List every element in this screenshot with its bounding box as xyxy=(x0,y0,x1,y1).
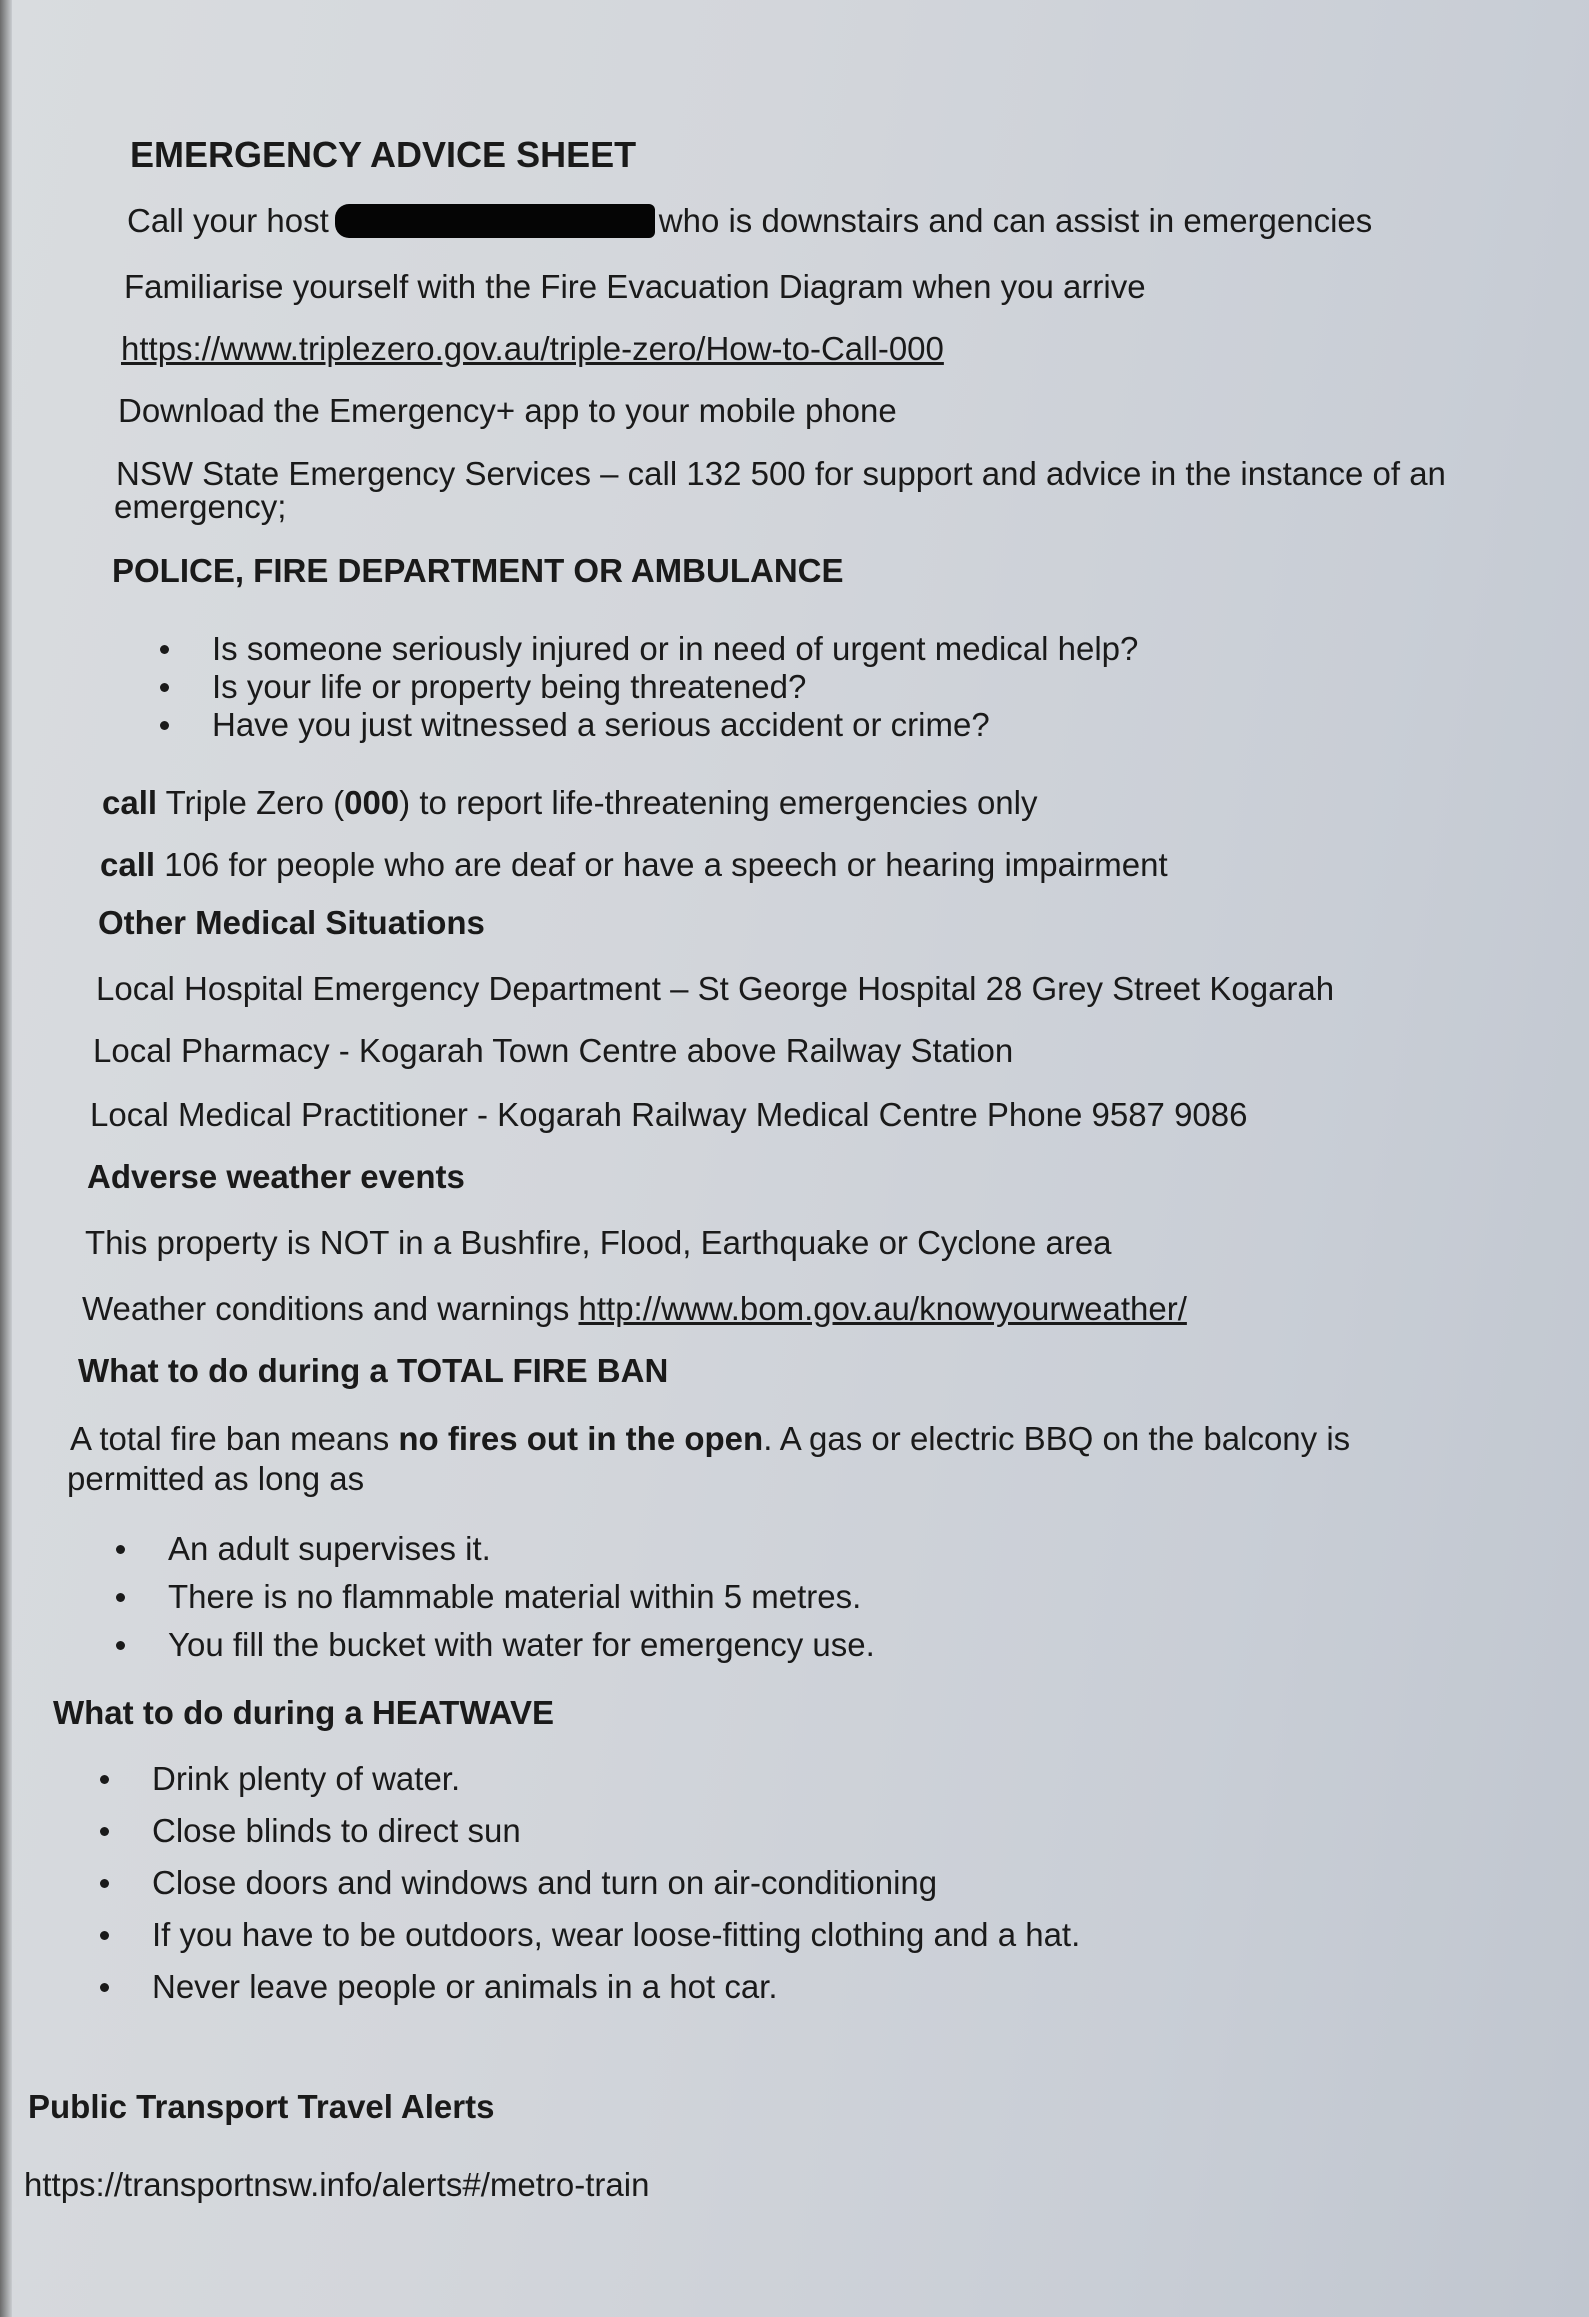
call-000-rest: ) to report life-threatening emergencies only xyxy=(399,784,1038,821)
list-item: Close doors and windows and turn on air-conditioning xyxy=(100,1864,1080,1902)
ses-line-2: emergency; xyxy=(114,488,287,525)
list-item: Drink plenty of water. xyxy=(100,1760,1080,1798)
list-item: Is your life or property being threatened? xyxy=(160,668,1138,706)
transport-heading: Public Transport Travel Alerts xyxy=(28,2088,495,2125)
sheet-title: EMERGENCY ADVICE SHEET xyxy=(130,134,637,175)
medical-heading: Other Medical Situations xyxy=(98,904,485,941)
host-line-before: Call your host xyxy=(127,202,329,239)
fireban-bullet-list xyxy=(116,1530,875,1664)
fireban-text-line-2: permitted as long as xyxy=(67,1460,365,1497)
ses-line-1: NSW State Emergency Services – call 132 500 for support and advice in the instance of an xyxy=(116,455,1446,492)
app-line: Download the Emergency+ app to your mobile phone xyxy=(118,392,897,429)
triplezero-link[interactable]: https://www.triplezero.gov.au/triple-zero/How-to-Call-000 xyxy=(121,330,944,367)
property-line: This property is NOT in a Bushfire, Flood, Earthquake or Cyclone area xyxy=(85,1224,1112,1261)
pharmacy-line: Local Pharmacy - Kogarah Town Centre above Railway Station xyxy=(93,1032,1014,1069)
list-item: Is someone seriously injured or in need of urgent medical help? xyxy=(160,630,1138,668)
list-item: You fill the bucket with water for emergency use. xyxy=(116,1626,875,1664)
call-000-mid: Triple Zero ( xyxy=(157,784,345,821)
heatwave-heading: What to do during a HEATWAVE xyxy=(53,1694,555,1731)
list-item: An adult supervises it. xyxy=(116,1530,875,1568)
practitioner-line: Local Medical Practitioner - Kogarah Railway Medical Centre Phone 9587 9086 xyxy=(90,1096,1248,1133)
list-item: Close blinds to direct sun xyxy=(100,1812,1080,1850)
call-word: call xyxy=(100,846,156,883)
redacted-name xyxy=(335,204,655,238)
bom-weather-link[interactable]: http://www.bom.gov.au/knowyourweather/ xyxy=(578,1290,1187,1327)
evacuation-line: Familiarise yourself with the Fire Evacuation Diagram when you arrive xyxy=(124,268,1146,305)
call-word: call xyxy=(102,784,158,821)
list-item: Have you just witnessed a serious accident or crime? xyxy=(160,706,1138,744)
weather-line xyxy=(82,1290,1187,1328)
heatwave-bullet-list xyxy=(100,1760,1080,2006)
paper-edge-shadow xyxy=(0,0,12,2317)
host-line-after: who is downstairs and can assist in emergencies xyxy=(658,202,1373,239)
police-bullet-list xyxy=(160,630,1138,744)
host-line xyxy=(127,202,1372,240)
weather-line-text: Weather conditions and warnings xyxy=(82,1290,579,1327)
fireban-text-emphasis: no fires out in the open xyxy=(398,1420,764,1457)
police-heading: POLICE, FIRE DEPARTMENT OR AMBULANCE xyxy=(112,552,844,589)
weather-heading: Adverse weather events xyxy=(87,1158,465,1195)
fireban-text-a: A total fire ban means xyxy=(70,1420,399,1457)
fireban-heading: What to do during a TOTAL FIRE BAN xyxy=(78,1352,669,1389)
fireban-text-c: . A gas or electric BBQ on the balcony is xyxy=(763,1420,1351,1457)
call-106-rest: 106 for people who are deaf or have a speech or hearing impairment xyxy=(155,846,1168,883)
fireban-text-line-1 xyxy=(70,1420,1350,1458)
list-item: If you have to be outdoors, wear loose-fitting clothing and a hat. xyxy=(100,1916,1080,1954)
call-106-line xyxy=(100,846,1168,884)
list-item: There is no flammable material within 5 metres. xyxy=(116,1578,875,1616)
call-000-line xyxy=(102,784,1037,822)
triple-zero-number: 000 xyxy=(344,784,400,821)
hospital-line: Local Hospital Emergency Department – St George Hospital 28 Grey Street Kogarah xyxy=(96,970,1335,1007)
transport-alerts-link[interactable]: https://transportnsw.info/alerts#/metro-train xyxy=(24,2166,650,2203)
list-item: Never leave people or animals in a hot car. xyxy=(100,1968,1080,2006)
